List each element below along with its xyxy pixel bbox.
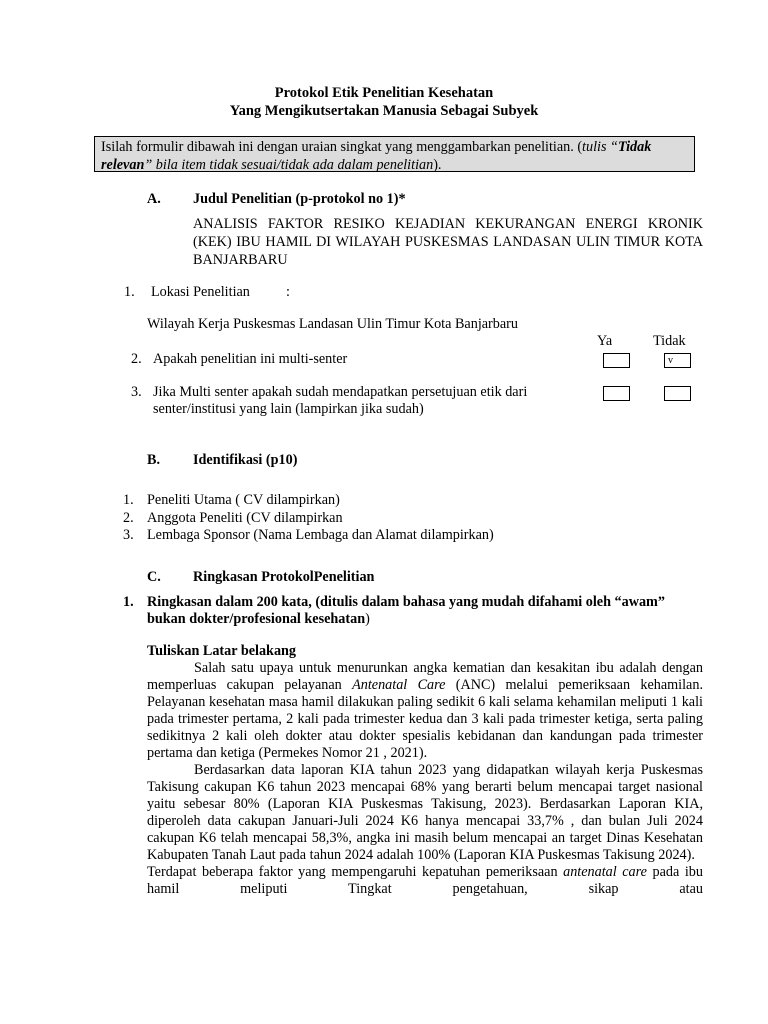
section-c-letter: C. bbox=[147, 569, 161, 585]
paragraph-1: Salah satu upaya untuk menurunkan angka kematian dan kesakitan ibu adalah dengan memperluas cakupan pelayanan Antenatal Care (ANC) melalui pemeriksaan kehamilan. Pelayanan kesehatan masa hamil dilakukan paling sedikit 6 kali selama kehamilan meliputi 1 kali pada trimester pertama, 2 kali pada trimester kedua dan 3 kali pada trimester ketiga, serta paling sedikitnya 2 kali oleh dokter atau dokter spesialis kebidanan dan kandungan pada trimester pertama dan ketiga (Permekes Nomor 21 , 2021). bbox=[147, 660, 703, 761]
section-a-heading: Judul Penelitian (p-protokol no 1)* bbox=[193, 191, 406, 207]
instruction-text: Isilah formulir dibawah ini dengan uraian singkat yang menggambarkan penelitian. ( bbox=[101, 139, 583, 155]
item-2-ya-checkbox[interactable] bbox=[603, 353, 630, 368]
instruction-end: ). bbox=[433, 157, 442, 173]
background-body bbox=[147, 660, 703, 898]
b-item-2-number: 2. bbox=[123, 510, 134, 526]
item-3-ya-checkbox[interactable] bbox=[603, 386, 630, 401]
column-ya: Ya bbox=[597, 333, 613, 349]
c-item-1-bold: Ringkasan dalam 200 kata, (ditulis dalam bahasa yang mudah difahami oleh “awam” bukan dokter/profesional kesehatan bbox=[147, 594, 665, 627]
b-item-3-number: 3. bbox=[123, 527, 134, 543]
item-3-tidak-checkbox[interactable] bbox=[664, 386, 691, 401]
research-title: ANALISIS FAKTOR RESIKO KEJADIAN KEKURANGAN ENERGI KRONIK (KEK) IBU HAMIL DI WILAYAH PUSKESMAS LANDASAN ULIN TIMUR KOTA BANJARBARU bbox=[193, 216, 703, 268]
section-c-heading: Ringkasan ProtokolPenelitian bbox=[193, 569, 375, 585]
section-b-letter: B. bbox=[147, 452, 161, 468]
anc-italic: Antenatal Care bbox=[352, 677, 446, 693]
item-3-text: Jika Multi senter apakah sudah mendapatkan persetujuan etik dari senter/institusi yang lain (lampirkan jika sudah) bbox=[153, 384, 528, 417]
paragraph-3: Terdapat beberapa faktor yang mempengaruhi kepatuhan pemeriksaan antenatal care pada ibu hamil meliputi Tingkat pengetahuan, sikap atau bbox=[147, 864, 703, 897]
c-item-1-text bbox=[147, 594, 667, 628]
background-subheading: Tuliskan Latar belakang bbox=[147, 643, 297, 659]
b-item-2-text: Anggota Peneliti (CV dilampirkan bbox=[147, 510, 343, 526]
item-2-tidak-checkbox[interactable]: v bbox=[664, 353, 691, 368]
item-1-number: 1. bbox=[124, 284, 135, 300]
b-item-1-number: 1. bbox=[123, 492, 134, 508]
instruction-italic: tulis “Tidak relevan” bila item tidak sesuai/tidak ada dalam penelitian bbox=[101, 139, 652, 173]
document-subtitle: Yang Mengikutsertakan Manusia Sebagai Subyek bbox=[229, 103, 539, 119]
item-2-text: Apakah penelitian ini multi-senter bbox=[153, 351, 348, 367]
paragraph-2: Berdasarkan data laporan KIA tahun 2023 yang didapatkan wilayah kerja Puskesmas Takisung cakupan K6 tahun 2023 mencapai 68% yang berarti belum mencapai target nasional yaitu sebesar 80% (Laporan KIA Puskesmas Takisung, 2023). Berdasarkan Laporan KIA, diperoleh data cakupan Januari-Juli 2024 K6 hanya mencapai 33,7% , dan bulan Juli 2024 cakupan K6 telah mencapai 58,3%, angka ini masih belum mencapai an target Dinas Kesehatan Kabupaten Tanah Laut pada tahun 2024 adalah 100% (Laporan KIA Puskesmas Takisung 2024). bbox=[147, 762, 703, 863]
document-title: Protokol Etik Penelitian Kesehatan bbox=[274, 85, 494, 101]
item-1-label: Lokasi Penelitian bbox=[151, 284, 250, 300]
instruction-box bbox=[94, 136, 695, 172]
section-a-letter: A. bbox=[147, 191, 161, 207]
column-tidak: Tidak bbox=[653, 333, 686, 349]
c-item-1-number: 1. bbox=[123, 594, 134, 610]
section-b-heading: Identifikasi (p10) bbox=[193, 452, 298, 468]
item-2-number: 2. bbox=[131, 351, 142, 367]
item-1-colon: : bbox=[286, 284, 290, 300]
b-item-3-text: Lembaga Sponsor (Nama Lembaga dan Alamat dilampirkan) bbox=[147, 527, 494, 543]
instruction-tidak-relevan: Tidak relevan bbox=[101, 139, 652, 173]
item-3-number: 3. bbox=[131, 384, 142, 400]
c-item-1-tail: ) bbox=[365, 611, 370, 627]
location-value: Wilayah Kerja Puskesmas Landasan Ulin Timur Kota Banjarbaru bbox=[147, 316, 518, 332]
b-item-1-text: Peneliti Utama ( CV dilampirkan) bbox=[147, 492, 340, 508]
antenatal-care-italic: antenatal care bbox=[563, 864, 647, 880]
